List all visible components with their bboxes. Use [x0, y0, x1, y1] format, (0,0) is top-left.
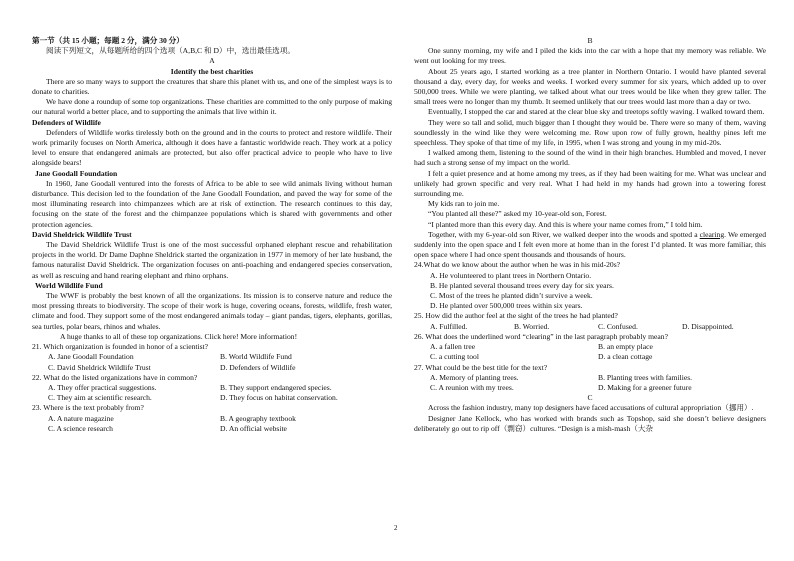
passage-a-letter: A — [209, 56, 215, 66]
answer-option: D. An official website — [220, 423, 287, 433]
section-header: 第一节（共 15 小题；每题 2 分，满分 30 分） — [32, 36, 184, 45]
answer-option: A. Jane Goodall Foundation — [48, 352, 134, 362]
org-heading: Defenders of Wildlife — [32, 117, 101, 127]
answer-option: B. Planting trees with families. — [598, 372, 693, 382]
passage-a-title: Identify the best charities — [170, 66, 254, 76]
right-column — [414, 36, 766, 434]
answer-option: C. David Sheldrick Wildlife Trust — [48, 362, 151, 372]
passage-a-para: There are so many ways to support the creatures that share this planet with us, and one of the simplest ways is to donate to charities. — [32, 76, 392, 97]
answer-option: C. a cutting tool — [430, 352, 479, 362]
org-heading: Jane Goodall Foundation — [35, 168, 118, 178]
passage-b-para: They were so tall and solid, much bigger than I thought they would be. There were so many of them, waving soundlessly in the wind like they were welcoming me. Row upon row of fully grown, healthy pines left me speechless. They spoke of that time of my life, in 1995, when I was strong and young in my mid-20s. — [414, 117, 766, 148]
answer-option: D. Disappointed. — [682, 321, 734, 331]
org-description: In 1960, Jane Goodall ventured into the forests of Africa to be able to see wild animals living without human disturbance. This decision led to the foundation of the Jane Goodall Foundation, and paved the way for some of the most illuminating research into chimpanzees which are at risk of extinction. The research continues to this day, focusing on the state of the forest and the chimpanzee populations which is shared with governments and other protection agencies. — [32, 178, 392, 229]
page-number: 2 — [394, 524, 398, 532]
question-options — [32, 414, 392, 434]
question-stem: 25. How did the author feel at the sight of the trees he had planted? — [414, 311, 618, 321]
answer-option: B. A geography textbook — [220, 413, 296, 423]
section-instruction: 阅读下列短文，从每题所给的四个选项（A,B,C 和 D）中，选出最佳选项。 — [46, 46, 295, 56]
org-heading: David Sheldrick Wildlife Trust — [32, 229, 132, 239]
passage-b-para: I felt a quiet presence and at home among my trees, as if they had been waiting for me. What was unclear and unlikely had grown specific and very real. What I had held in my hands had grown into a towering forest surrounding me. — [414, 168, 766, 199]
answer-option: C. They aim at scientific research. — [48, 393, 152, 403]
answer-option: D. Defenders of Wildlife — [220, 362, 296, 372]
answer-option: A. He volunteered to plant trees in Northern Ontario. — [430, 270, 592, 280]
question-options — [414, 342, 766, 362]
org-heading: World Wildlife Fund — [35, 280, 103, 290]
org-description: Defenders of Wildlife works tirelessly both on the ground and in the courts to protect and restore wildlife. Their work primarily focuses on North America, although it does have a fantastic worldwide reach. They work at a policy level to ensure that endangered animals are protected, but also offer practical advice to people who have to live alongside bears! — [32, 127, 392, 168]
question-options — [414, 271, 766, 312]
passage-b-para: My kids ran to join me. — [428, 199, 500, 209]
answer-option: D. Making for a greener future — [598, 382, 692, 392]
passage-b-para: “I planted more than this every day. And this is where your name comes from,” I told him. — [428, 219, 703, 229]
answer-option: C. A reunion with my trees. — [430, 382, 514, 392]
question-options — [414, 322, 766, 332]
answer-option: A. A nature magazine — [48, 413, 114, 423]
question-options — [32, 383, 392, 403]
left-column — [32, 36, 392, 434]
passage-c-para: Designer Jane Kellock, who has worked with brands such as Topshop, said she doesn’t believe designers deliberately go out to rip off（剽窃）cultures. “Design is a mish-mash（大杂 — [414, 413, 766, 433]
passage-b-para: About 25 years ago, I started working as a tree planter in Northern Ontario. I would have planted several thousand a day, every day, for weeks and weeks. I worked every summer for six years, which added up to over 500,000 trees. While we were planting, we talked about what our trees would be like when they grew taller. The small trees were no longer than my thumb. It seemed unlikely that our trees would last more than a day or two. — [414, 66, 766, 107]
answer-option: D. He planted over 500,000 trees within six years. — [430, 301, 583, 311]
passage-b-para: Eventually, I stopped the car and stared at the clear blue sky and treetops softly waving. I walked toward them. — [428, 107, 765, 117]
question-options — [414, 373, 766, 393]
passage-b-para: One sunny morning, my wife and I piled the kids into the car with a hope that my memory was reliable. We went out looking for my trees. — [414, 46, 766, 66]
question-stem: 26. What does the underlined word “clearing” in the last paragraph probably mean? — [414, 331, 668, 341]
answer-option: B. an empty place — [598, 342, 653, 352]
passage-c-letter: C — [587, 393, 593, 403]
question-stem: 23. Where is the text probably from? — [32, 403, 144, 413]
org-description: The David Sheldrick Wildlife Trust is one of the most successful orphaned elephant rescue and rehabilitation projects in the world. Dr Dame Daphne Sheldrick started the organization in 1977 in memory of her late husband, the famous naturalist David Sheldrick. The organization focuses on anti-poaching and endangered species conservation, as well as rescuing and hand rearing elephant and rhino orphans. — [32, 240, 392, 280]
answer-option: A. Fulfilled. — [430, 321, 468, 331]
answer-option: A. They offer practical suggestions. — [48, 382, 157, 392]
passage-b-letter: B — [587, 36, 593, 45]
answer-option: D. They focus on habitat conservation. — [220, 393, 338, 403]
passage-a-closing: A huge thanks to all of these top organizations. Click here! More information! — [60, 331, 298, 341]
passage-c-para: Across the fashion industry, many top designers have faced accusations of cultural appropriation（挪用）. — [428, 403, 754, 413]
answer-option: D. a clean cottage — [598, 352, 653, 362]
answer-option: A. Memory of planting trees. — [430, 372, 519, 382]
answer-option: B. Worried. — [514, 321, 550, 331]
answer-option: C. A science research — [48, 423, 113, 433]
question-stem: 21. Which organization is founded in honor of a scientist? — [32, 342, 209, 352]
passage-b-para: I walked among them, listening to the sound of the wind in their high branches. Humbled and moved, I never had such a strong sense of my impact on the world. — [414, 148, 766, 168]
passage-b-para: “You planted all these?” asked my 10-year-old son, Forest. — [428, 209, 607, 219]
answer-option: C. Most of the trees he planted didn’t survive a week. — [430, 291, 593, 301]
answer-option: A. a fallen tree — [430, 342, 476, 352]
underlined-word: clearing — [699, 229, 725, 239]
passage-a-para: We have done a roundup of some top organizations. These charities are committed to the only purpose of making our natural world a better place, and to supporting the animals that live within it. — [32, 97, 392, 117]
question-stem: 22. What do the listed organizations have in common? — [32, 372, 198, 382]
question-options — [32, 352, 392, 372]
answer-option: B. He planted several thousand trees every day for six years. — [430, 280, 614, 290]
org-description: The WWF is probably the best known of all the organizations. Its mission is to conserve nature and reduce the most pressing threats to biodiversity. The scope of their work is huge, covering oceans, forests, wildlife, fresh water, climate and food. They support some of the most endangered animals today – giant pandas, tigers, elephants, gorillas, sea turtles, polar bears, rhinos and whales. — [32, 291, 392, 331]
question-stem: 24.What do we know about the author when he was in his mid-20s? — [414, 260, 621, 270]
passage-b-last-para: Together, with my 6-year-old son River, we walked deeper into the woods and spotted a clearing. We emerged suddenly into the open space and I felt even more at home than in the forest I’d planted. It was more familiar, this open space where I had once spent thousands and thousands of hours. — [414, 229, 766, 260]
answer-option: B. They support endangered species. — [220, 382, 332, 392]
question-stem: 27. What could be the best title for the text? — [414, 362, 548, 372]
answer-option: B. World Wildlife Fund — [220, 352, 292, 362]
answer-option: C. Confused. — [598, 321, 638, 331]
